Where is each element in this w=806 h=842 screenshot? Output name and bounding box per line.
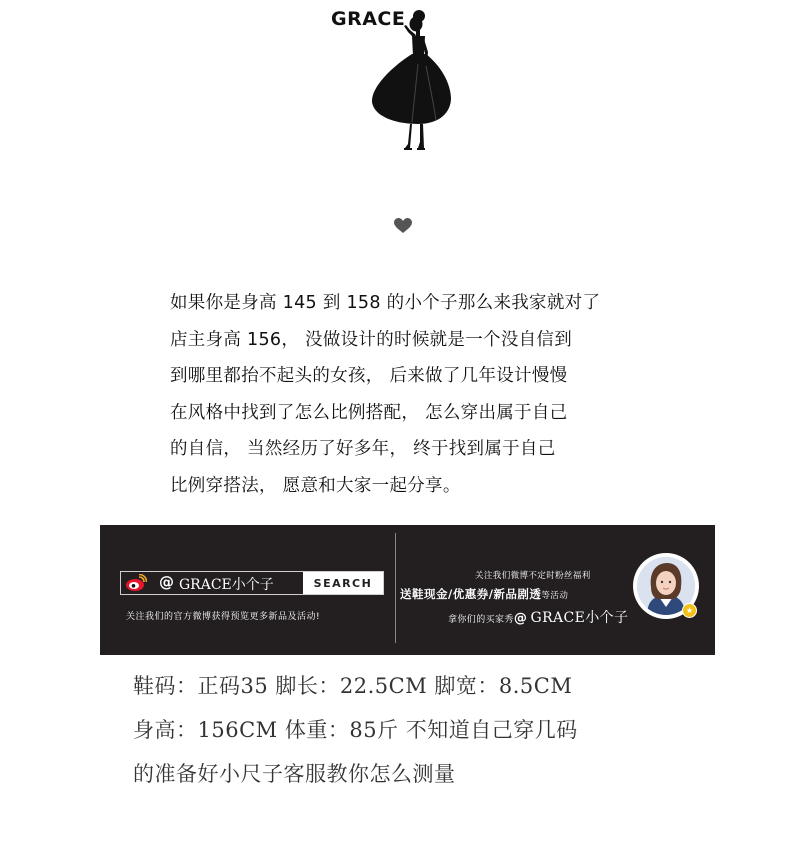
logo-text: GRACE bbox=[331, 8, 406, 30]
weibo-icon bbox=[125, 574, 147, 592]
search-button[interactable]: SEARCH bbox=[303, 572, 383, 594]
promo-line-2 bbox=[400, 586, 568, 602]
size-line: 的准备好小尺子客服教你怎么测量 bbox=[133, 762, 456, 786]
weibo-search-box[interactable] bbox=[120, 571, 384, 595]
heart-icon bbox=[394, 218, 412, 234]
lady-silhouette-icon bbox=[328, 4, 458, 156]
size-line: 身高：156CM 体重：85斤 不知道自己穿几码 bbox=[133, 718, 578, 742]
intro-line: 比例穿搭法， 愿意和大家一起分享。 bbox=[170, 475, 461, 496]
promo-line-3 bbox=[448, 607, 628, 627]
weibo-handle: GRACE小个子 bbox=[530, 610, 629, 626]
at-sign: @ bbox=[513, 611, 528, 626]
divider bbox=[395, 533, 396, 643]
promo-line-2-small: 等活动 bbox=[541, 591, 569, 601]
weibo-handle: GRACE小个子 bbox=[179, 577, 274, 593]
promo-line-2-main: 送鞋现金/优惠券/新品剧透 bbox=[400, 587, 542, 601]
intro-line: 店主身高 156， 没做设计的时候就是一个没自信到 bbox=[170, 329, 573, 350]
intro-line: 如果你是身高 145 到 158 的小个子那么来我家就对了 bbox=[170, 293, 601, 313]
size-line: 鞋码：正码35 脚长：22.5CM 脚宽：8.5CM bbox=[133, 674, 573, 698]
intro-line: 到哪里都抬不起头的女孩， 后来做了几年设计慢慢 bbox=[170, 366, 568, 386]
intro-line: 的自信， 当然经历了好多年， 终于找到属于自己 bbox=[170, 439, 556, 459]
intro-text bbox=[170, 285, 690, 504]
follow-caption: 关注我们的官方微博获得预览更多新品及活动! bbox=[126, 612, 321, 622]
promo-line-3-prefix: 拿你们的买家秀 bbox=[448, 615, 514, 625]
at-sign: @ bbox=[159, 573, 174, 591]
promo-line-1: 关注我们微博不定时粉丝福利 bbox=[475, 571, 591, 581]
brand-logo bbox=[328, 4, 458, 156]
size-info bbox=[133, 664, 753, 796]
verified-badge-icon: ★ bbox=[682, 603, 697, 618]
intro-line: 在风格中找到了怎么比例搭配， 怎么穿出属于自己 bbox=[170, 402, 568, 423]
weibo-banner bbox=[100, 525, 715, 655]
